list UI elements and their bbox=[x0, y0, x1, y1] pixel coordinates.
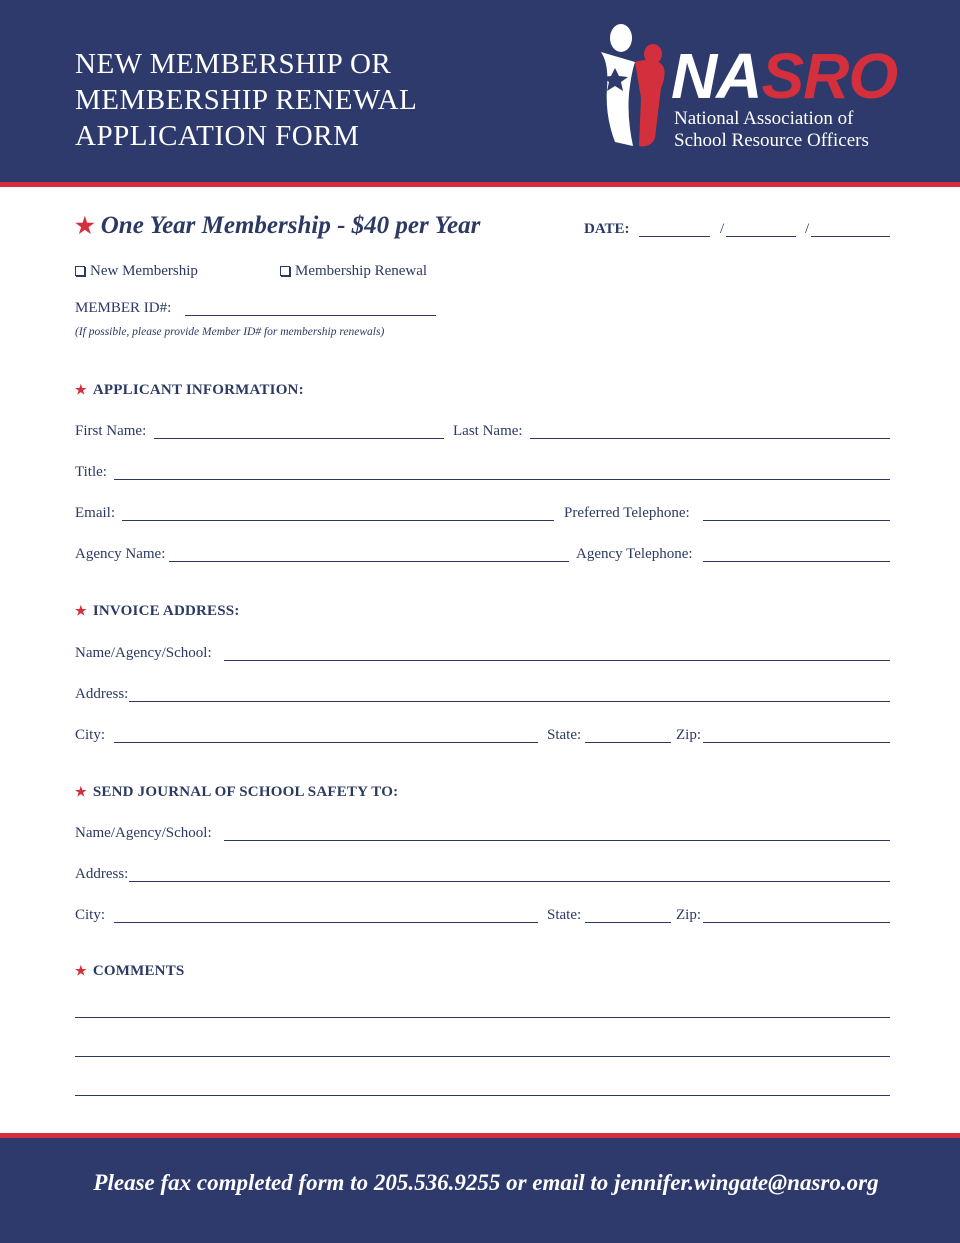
journal-state-field[interactable] bbox=[585, 922, 671, 923]
invoice-zip-label: Zip: bbox=[676, 727, 701, 743]
logo-wordmark-na: NA bbox=[671, 40, 762, 112]
agency-telephone-field[interactable] bbox=[703, 561, 890, 562]
invoice-state-field[interactable] bbox=[585, 742, 671, 743]
member-id-label: MEMBER ID#: bbox=[75, 300, 172, 316]
date-year-field[interactable] bbox=[811, 236, 890, 237]
logo-wordmark-sro: SRO bbox=[761, 40, 898, 112]
invoice-name-field[interactable] bbox=[224, 660, 890, 661]
logo-subtitle bbox=[674, 108, 869, 152]
preferred-telephone-field[interactable] bbox=[703, 520, 890, 521]
comments-line-2[interactable] bbox=[75, 1056, 890, 1057]
invoice-address-field[interactable] bbox=[129, 701, 890, 702]
member-id-field[interactable] bbox=[185, 315, 436, 316]
invoice-heading-text: INVOICE ADDRESS: bbox=[92, 603, 240, 619]
first-name-label: First Name: bbox=[75, 423, 147, 439]
logo-subtitle-line-2: School Resource Officers bbox=[674, 130, 869, 151]
journal-city-label: City: bbox=[75, 907, 106, 923]
header-red-stripe bbox=[0, 182, 960, 187]
comments-heading bbox=[75, 963, 184, 980]
form-title-line-1: NEW MEMBERSHIP OR bbox=[75, 48, 392, 80]
last-name-field[interactable] bbox=[530, 438, 890, 439]
star-icon: ★ bbox=[75, 963, 87, 978]
date-month-field[interactable] bbox=[639, 236, 710, 237]
form-title-line-3: APPLICATION FORM bbox=[75, 120, 360, 152]
invoice-name-label: Name/Agency/School: bbox=[75, 645, 212, 661]
star-icon: ★ bbox=[75, 603, 87, 618]
form-title-line-2: MEMBERSHIP RENEWAL bbox=[75, 84, 418, 116]
form-title bbox=[75, 46, 417, 154]
date-label: DATE: bbox=[584, 221, 630, 237]
journal-zip-field[interactable] bbox=[703, 922, 890, 923]
email-field[interactable] bbox=[122, 520, 554, 521]
agency-name-field[interactable] bbox=[169, 561, 569, 562]
journal-address-field[interactable] bbox=[129, 881, 890, 882]
applicant-heading-text: APPLICANT INFORMATION: bbox=[92, 382, 304, 398]
star-icon: ★ bbox=[75, 784, 87, 799]
comments-heading-text: COMMENTS bbox=[92, 963, 185, 979]
membership-renewal-checkbox[interactable] bbox=[280, 266, 290, 276]
invoice-city-field[interactable] bbox=[114, 742, 538, 743]
journal-city-field[interactable] bbox=[114, 922, 538, 923]
date-day-field[interactable] bbox=[726, 236, 796, 237]
journal-state-label: State: bbox=[547, 907, 582, 923]
logo-subtitle-line-1: National Association of bbox=[674, 108, 854, 129]
new-membership-option[interactable] bbox=[75, 263, 198, 280]
membership-title bbox=[75, 212, 480, 240]
membership-title-text: One Year Membership - $40 per Year bbox=[100, 212, 481, 239]
invoice-heading bbox=[75, 603, 240, 620]
journal-name-label: Name/Agency/School: bbox=[75, 825, 212, 841]
membership-renewal-label: Membership Renewal bbox=[295, 263, 428, 279]
date-separator-2: / bbox=[805, 221, 810, 237]
date-separator-1: / bbox=[720, 221, 725, 237]
agency-name-label: Agency Name: bbox=[75, 546, 166, 562]
journal-heading-text: SEND JOURNAL OF SCHOOL SAFETY TO: bbox=[92, 784, 399, 800]
first-name-field[interactable] bbox=[154, 438, 444, 439]
comments-line-1[interactable] bbox=[75, 1017, 890, 1018]
new-membership-checkbox[interactable] bbox=[75, 266, 85, 276]
journal-heading bbox=[75, 784, 398, 801]
invoice-state-label: State: bbox=[547, 727, 582, 743]
member-id-note: (If possible, please provide Member ID# for membership renewals) bbox=[75, 326, 385, 338]
applicant-heading bbox=[75, 382, 304, 399]
footer-instructions: Please fax completed form to 205.536.9255 or email to jennifer.wingate@nasro.org bbox=[93, 1170, 879, 1195]
journal-name-field[interactable] bbox=[224, 840, 890, 841]
preferred-telephone-label: Preferred Telephone: bbox=[564, 505, 690, 521]
title-field[interactable] bbox=[114, 479, 890, 480]
invoice-zip-field[interactable] bbox=[703, 742, 890, 743]
journal-address-label: Address: bbox=[75, 866, 129, 882]
logo-wordmark bbox=[671, 40, 898, 112]
comments-line-3[interactable] bbox=[75, 1095, 890, 1096]
email-label: Email: bbox=[75, 505, 115, 521]
title-label: Title: bbox=[75, 464, 107, 480]
agency-telephone-label: Agency Telephone: bbox=[576, 546, 693, 562]
nasro-logo bbox=[595, 18, 905, 158]
star-icon: ★ bbox=[75, 382, 87, 397]
last-name-label: Last Name: bbox=[453, 423, 523, 439]
membership-renewal-option[interactable] bbox=[280, 263, 427, 280]
invoice-address-label: Address: bbox=[75, 686, 129, 702]
invoice-city-label: City: bbox=[75, 727, 106, 743]
new-membership-label: New Membership bbox=[90, 263, 198, 279]
journal-zip-label: Zip: bbox=[676, 907, 701, 923]
star-icon: ★ bbox=[75, 213, 95, 238]
